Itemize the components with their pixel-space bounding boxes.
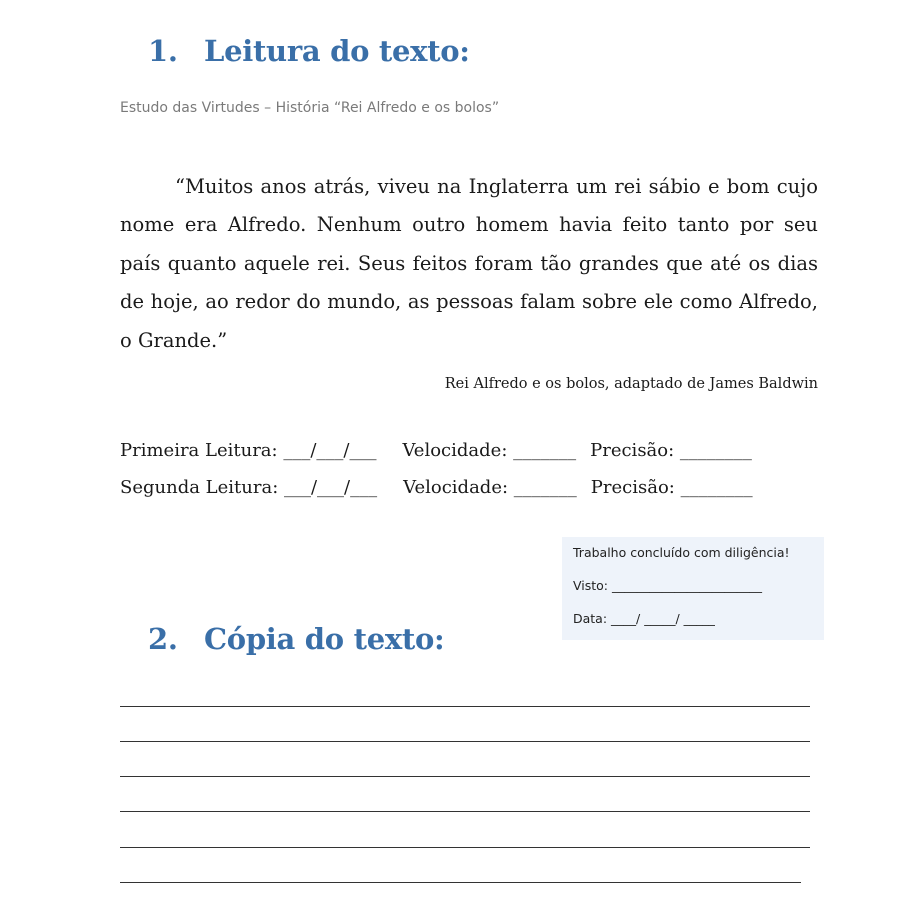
section-1-heading: [148, 34, 470, 68]
first-reading-date: Primeira Leitura: ___/___/___: [120, 440, 377, 461]
reading-passage: “Muitos anos atrás, viveu na Inglaterra um rei sábio e bom cujo nome era Alfredo. Nenhum outro homem havia feito tanto por seu país quanto aquele rei. Seus feitos foram tão grandes que até os dias de hoje, ao redor do mundo, as pessoas falam sobre ele como Alfredo, o Grande.”: [120, 175, 818, 352]
section-2-heading: [148, 622, 444, 656]
date-field: Data: ____/ _____/ _____: [573, 611, 715, 626]
second-reading-date: Segunda Leitura: ___/___/___: [120, 477, 378, 498]
section-1-title: Leitura do texto:: [204, 34, 470, 68]
section-1-number: 1.: [148, 34, 178, 68]
passage-source: Rei Alfredo e os bolos, adaptado de James Baldwin: [444, 376, 818, 392]
first-reading-speed: Velocidade: _______: [402, 440, 577, 461]
section-2-title: Cópia do texto:: [204, 622, 445, 656]
completion-message: Trabalho concluído com diligência!: [573, 545, 790, 560]
copy-line: [120, 882, 801, 883]
second-reading-precision: Precisão: ________: [590, 477, 753, 498]
second-reading-speed: Velocidade: _______: [403, 477, 577, 498]
copy-line: [120, 706, 810, 707]
copy-line: [120, 776, 810, 777]
section-2-number: 2.: [148, 622, 178, 656]
first-reading-precision: Precisão: ________: [590, 440, 752, 461]
first-reading-row: [120, 440, 752, 461]
visto-field: Visto: ________________________: [573, 578, 762, 593]
copy-line: [120, 811, 810, 812]
copy-line: [120, 847, 810, 848]
second-reading-row: [120, 477, 753, 498]
teacher-check-box: [562, 537, 824, 640]
copy-line: [120, 741, 810, 742]
subtitle: Estudo das Virtudes – História “Rei Alfredo e os bolos”: [120, 100, 500, 116]
